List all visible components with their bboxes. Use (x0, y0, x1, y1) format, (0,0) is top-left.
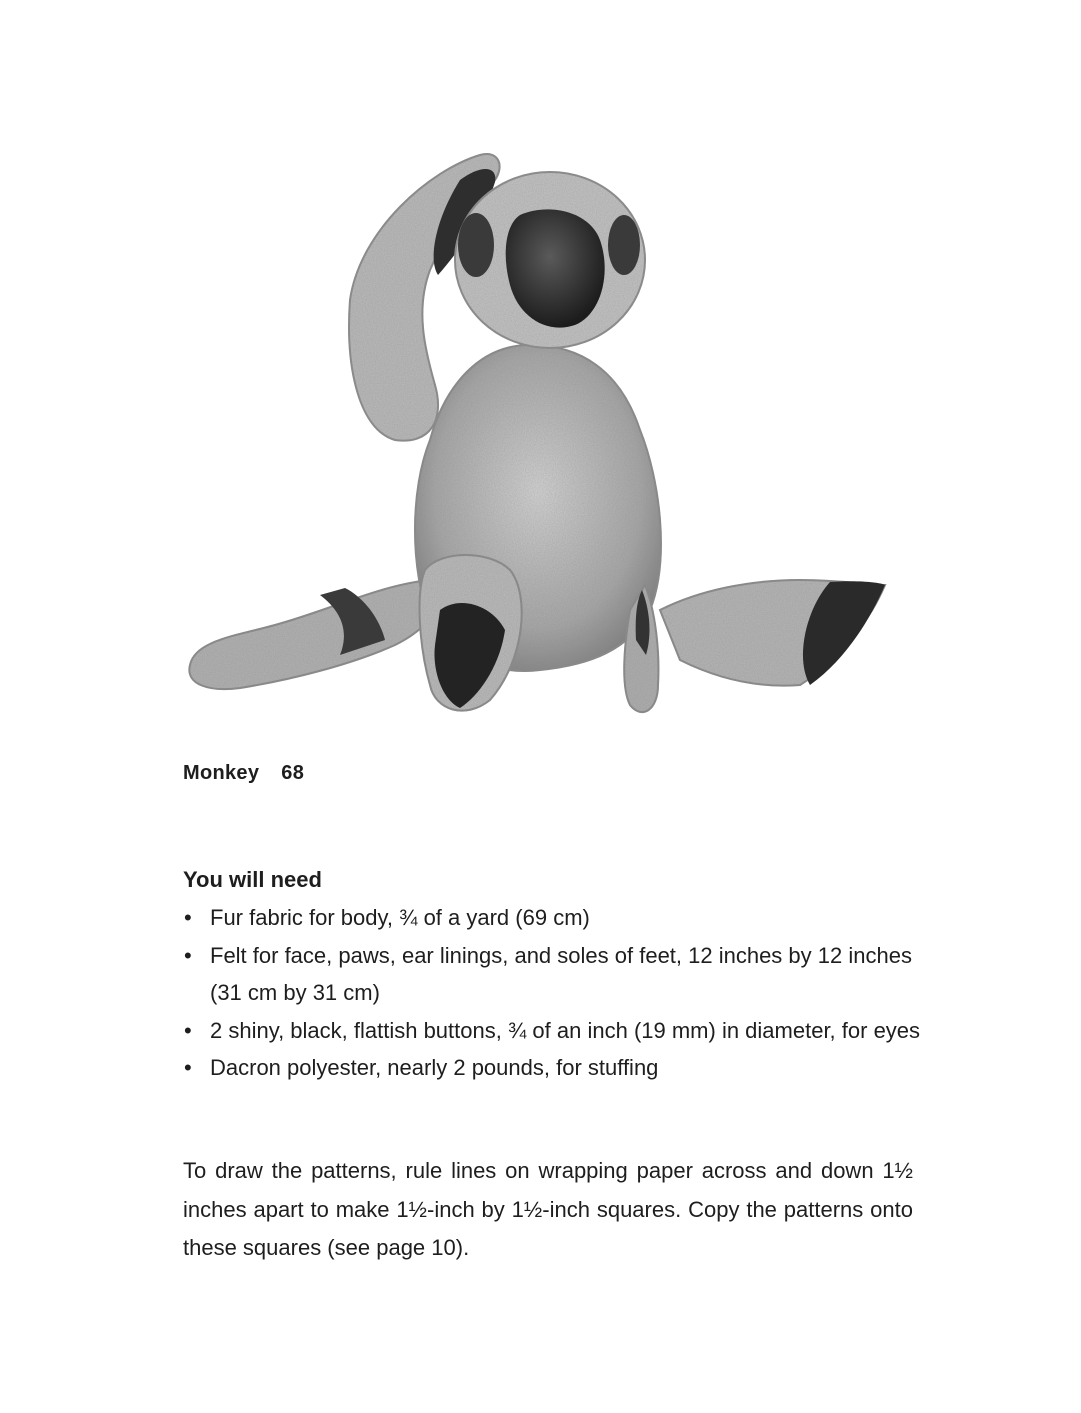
materials-section (183, 867, 923, 1087)
list-item: • Felt for face, paws, ear linings, and soles of feet, 12 inches by 12 inches (31 cm by 31 cm) (183, 937, 923, 1012)
list-item: • Dacron polyester, nearly 2 pounds, for stuffing (183, 1049, 923, 1087)
materials-list (183, 899, 923, 1087)
monkey-left-leg (189, 580, 435, 689)
caption-number: 68 (281, 762, 305, 784)
pattern-instructions: To draw the patterns, rule lines on wrapping paper across and down 1½ inches apart to make 1½-inch by 1½-inch squares. Copy the patterns onto these squares (see page 10). (183, 1158, 913, 1260)
monkey-left-ear (458, 213, 494, 277)
list-item: • Fur fabric for body, ¾ of a yard (69 cm) (183, 899, 923, 937)
caption-title: Monkey (183, 762, 260, 784)
monkey-right-ear (608, 215, 640, 275)
list-item: • 2 shiny, black, flattish buttons, ¾ of an inch (19 mm) in diameter, for eyes (183, 1012, 923, 1050)
photo-caption (183, 762, 304, 785)
monkey-toy-photo (180, 140, 900, 730)
materials-heading: You will need (183, 867, 322, 892)
